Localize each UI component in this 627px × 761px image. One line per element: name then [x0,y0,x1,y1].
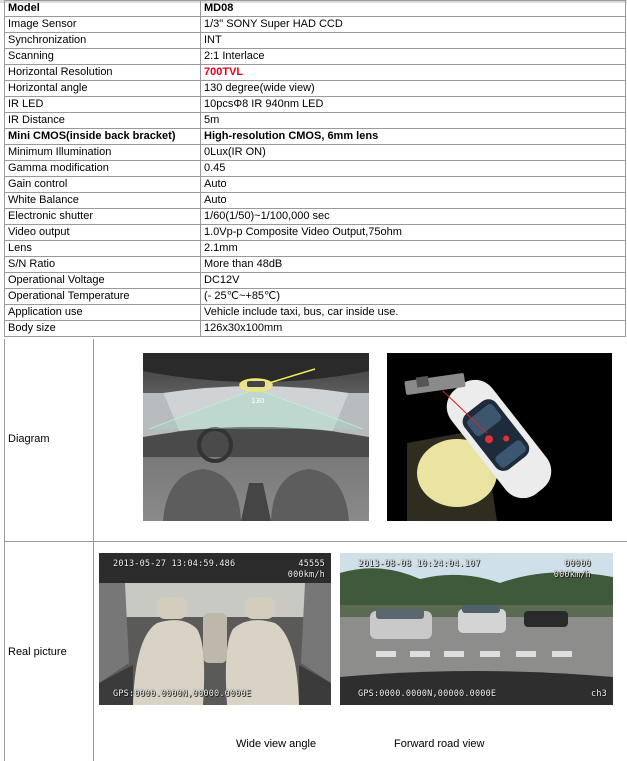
spec-label: Gain control [5,177,201,193]
caption-forward-view: Forward road view [394,738,485,750]
road-view-speed: 000km/h [553,570,591,580]
spec-label: Electronic shutter [5,209,201,225]
spec-row [5,289,626,305]
spec-value: 1.0Vp-p Composite Video Output,75ohm [201,225,626,241]
spec-value: 2.1mm [201,241,626,257]
spec-row [5,1,626,17]
spec-row [5,225,626,241]
spec-label: Horizontal Resolution [5,65,201,81]
spec-value: (- 25℃~+85℃) [201,289,626,305]
spec-label: Body size [5,321,201,337]
spec-label: White Balance [5,193,201,209]
spec-value: 130 degree(wide view) [201,81,626,97]
spec-value: More than 48dB [201,257,626,273]
spec-label: Operational Temperature [5,289,201,305]
spec-value: Vehicle include taxi, bus, car inside use. [201,305,626,321]
real-picture-label-cell [5,542,94,761]
spec-value: 1/3" SONY Super HAD CCD [201,17,626,33]
spec-row [5,257,626,273]
spec-label: Image Sensor [5,17,201,33]
spec-value: 1/60(1/50)~1/100,000 sec [201,209,626,225]
spec-value: 0.45 [201,161,626,177]
spec-row [5,81,626,97]
spec-row [5,241,626,257]
spec-value: INT [201,33,626,49]
real-picture-label: Real picture [8,646,67,658]
spec-row [5,305,626,321]
spec-row [5,161,626,177]
spec-row [5,97,626,113]
spec-value: Auto [201,177,626,193]
wide-view-counter: 45555 [298,559,325,569]
spec-value: 126x30x100mm [201,321,626,337]
spec-label: Scanning [5,49,201,65]
spec-row [5,49,626,65]
caption-wide-view: Wide view angle [236,738,317,750]
spec-row [5,145,626,161]
spec-value: Auto [201,193,626,209]
spec-table [4,0,626,337]
spec-label: Minimum Illumination [5,145,201,161]
spec-label: Synchronization [5,33,201,49]
road-view-counter: 00000 [564,559,591,569]
spec-row [5,273,626,289]
spec-row [5,321,626,337]
spec-label: Mini CMOS(inside back bracket) [5,129,201,145]
wide-view-speed: 000km/h [287,570,325,580]
real-picture-section [4,542,627,761]
spec-label: Video output [5,225,201,241]
spec-value: 5m [201,113,626,129]
spec-value: 700TVL [201,65,626,81]
angle-marker: 130 [251,397,265,405]
spec-label: Application use [5,305,201,321]
spec-label: Horizontal angle [5,81,201,97]
spec-value: High-resolution CMOS, 6mm lens [201,129,626,145]
spec-value: 2:1 Interlace [201,49,626,65]
spec-label: IR Distance [5,113,201,129]
spec-row [5,33,626,49]
spec-label: Gamma modification [5,161,201,177]
diagram-label: Diagram [8,433,50,445]
spec-label: IR LED [5,97,201,113]
forward-road-photo [340,553,613,705]
spec-label: Model [5,1,201,17]
spec-label: Operational Voltage [5,273,201,289]
spec-label: Lens [5,241,201,257]
spec-value: 10pcsΦ8 IR 940nm LED [201,97,626,113]
wide-view-timestamp: 2013-05-27 13:04:59.486 [113,559,236,569]
spec-row [5,113,626,129]
spec-value: DC12V [201,273,626,289]
cabin-diagram-image [143,353,369,521]
spec-row [5,177,626,193]
spec-row [5,209,626,225]
wide-view-photo [99,553,331,705]
diagram-label-cell [5,339,94,541]
road-view-channel: ch3 [591,689,607,699]
spec-row [5,65,626,81]
night-car-diagram-image [387,353,612,521]
road-view-timestamp: 2013-08-08 10:24:04.107 [358,559,481,569]
spec-row [5,129,626,145]
spec-row [5,193,626,209]
diagram-section [4,339,627,542]
road-view-gps: GPS:0000.0000N,00000.0000E [358,689,497,699]
spec-value: MD08 [201,1,626,17]
spec-label: S/N Ratio [5,257,201,273]
spec-value: 0Lux(IR ON) [201,145,626,161]
spec-row [5,17,626,33]
wide-view-gps: GPS:0000.0000N,00000.0000E [113,689,252,699]
